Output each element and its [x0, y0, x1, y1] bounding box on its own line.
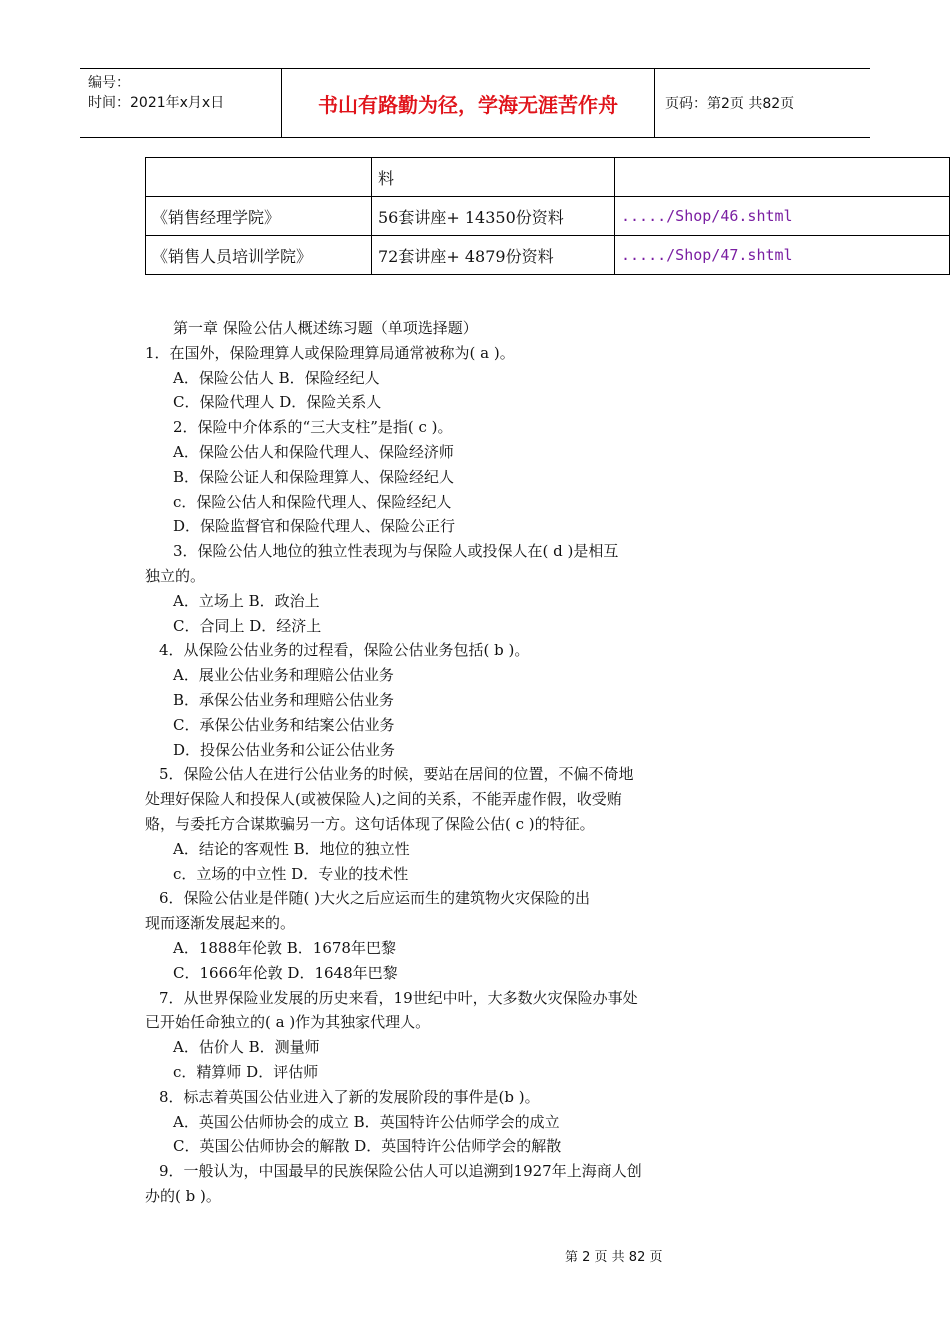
- text-line: c．立场的中立性 D．专业的技术性: [173, 864, 409, 883]
- text-line: c．精算师 D．评估师: [173, 1062, 319, 1081]
- text-line: C．承保公估业务和结案公估业务: [173, 715, 395, 734]
- exercise-content: [145, 316, 705, 1209]
- text-line: A．英国公估师协会的成立 B．英国特许公估师学会的成立: [173, 1112, 560, 1131]
- text-line: 8．标志着英国公估业进入了新的发展阶段的事件是(b )。: [159, 1087, 540, 1106]
- text-line: B．承保公估业务和理赔公估业务: [173, 690, 395, 709]
- text-line: 9．一般认为，中国最早的民族保险公估人可以追溯到1927年上海商人创: [159, 1162, 642, 1181]
- document-date: 时间：2021年x月x日: [88, 95, 225, 111]
- text-line: C．英国公估师协会的解散 D．英国特许公估师学会的解散: [173, 1137, 562, 1156]
- table-cell-link[interactable]: ...../Shop/46.shtml: [615, 197, 950, 236]
- text-line: 现而逐渐发展起来的。: [145, 914, 296, 933]
- text-line: 赂，与委托方合谋欺骗另一方。这句话体现了保险公估( c )的特征。: [145, 814, 595, 833]
- text-line: 1．在国外，保险理算人或保险理算局通常被称为( a )。: [145, 343, 515, 362]
- text-line: 已开始任命独立的( a )作为其独家代理人。: [145, 1013, 431, 1032]
- page-footer: 第 2 页 共 82 页: [565, 1250, 663, 1265]
- text-line: 3．保险公估人地位的独立性表现为与保险人或投保人在( d )是相互: [173, 542, 619, 561]
- text-line: 6．保险公估业是伴随( )大火之后应运而生的建筑物火灾保险的出: [159, 889, 591, 908]
- text-line: B．保险公证人和保险理算人、保险经纪人: [173, 467, 455, 486]
- text-line: D．保险监督官和保险代理人、保险公正行: [173, 517, 456, 536]
- table-cell-link[interactable]: ...../Shop/47.shtml: [615, 236, 950, 275]
- text-line: 7．从世界保险业发展的历史来看，19世纪中叶，大多数火灾保险办事处: [159, 988, 638, 1007]
- table-cell: 《销售经理学院》: [146, 197, 372, 236]
- table-cell: [146, 158, 372, 197]
- text-line: 独立的。: [145, 566, 206, 585]
- text-line: 办的( b )。: [145, 1186, 221, 1205]
- text-line: A．保险公估人和保险代理人、保险经济师: [173, 442, 454, 461]
- text-line: A．结论的客观性 B．地位的独立性: [173, 839, 410, 858]
- header-page-info: 页码：第2页 共82页: [665, 96, 795, 112]
- text-line: A．估价人 B．测量师: [173, 1038, 320, 1057]
- table-row: [146, 158, 950, 197]
- text-line: 4．从保险公估业务的过程看，保险公估业务包括( b )。: [159, 641, 530, 660]
- resource-table: [145, 157, 950, 275]
- table-cell: 56套讲座+ 14350份资料: [372, 197, 615, 236]
- table-cell-link: [615, 158, 950, 197]
- text-line: 处理好保险人和投保人(或被保险人)之间的关系，不能弄虚作假，收受贿: [145, 790, 622, 809]
- table-cell: 72套讲座+ 4879份资料: [372, 236, 615, 275]
- text-line: 2．保险中介体系的“三大支柱”是指( c )。: [173, 418, 453, 437]
- text-line: C．1666年伦敦 D．1648年巴黎: [173, 963, 398, 982]
- text-line: 5．保险公估人在进行公估业务的时候，要站在居间的位置，不偏不倚地: [159, 765, 634, 784]
- table-row: [146, 236, 950, 275]
- table-row: [146, 197, 950, 236]
- document-number: 编号：: [88, 75, 130, 91]
- text-line: C．保险代理人 D．保险关系人: [173, 393, 382, 412]
- text-line: c．保险公估人和保险代理人、保险经纪人: [173, 492, 452, 511]
- text-line: A．立场上 B．政治上: [173, 591, 320, 610]
- header-motto: 书山有路勤为径，学海无涯苦作舟: [282, 69, 655, 137]
- text-line: C．合同上 D．经济上: [173, 616, 322, 635]
- text-line: D．投保公估业务和公证公估业务: [173, 740, 396, 759]
- text-line: A．展业公估业务和理赔公估业务: [173, 666, 394, 685]
- text-line: A．1888年伦敦 B．1678年巴黎: [173, 938, 396, 957]
- table-cell: 《销售人员培训学院》: [146, 236, 372, 275]
- table-cell: 料: [372, 158, 615, 197]
- header-info: [80, 69, 282, 137]
- page-header: [80, 68, 870, 138]
- text-line: 第一章 保险公估人概述练习题（单项选择题）: [173, 319, 478, 337]
- text-line: A．保险公估人 B．保险经纪人: [173, 368, 380, 387]
